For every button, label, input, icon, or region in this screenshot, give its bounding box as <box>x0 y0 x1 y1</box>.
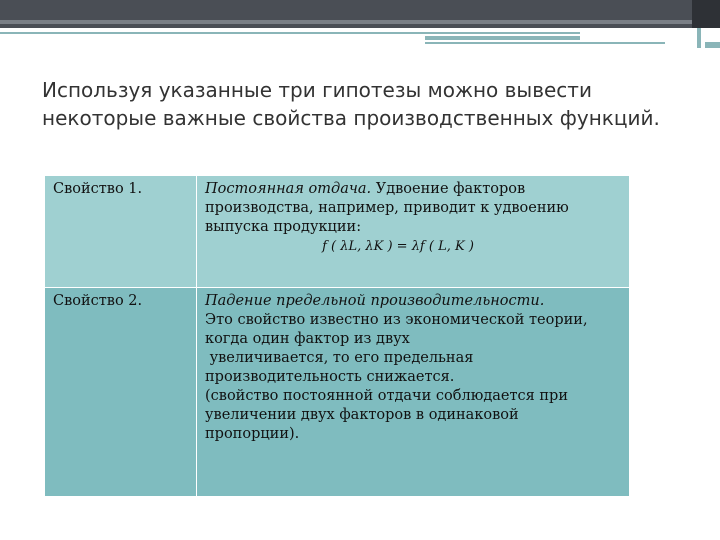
accent-line <box>425 42 665 44</box>
property-line: производства, например, приводит к удвоению <box>205 200 569 216</box>
formula: f ( λL, λK ) = λf ( L, K ) <box>322 239 474 254</box>
table-row <box>45 288 630 497</box>
accent-line <box>0 32 580 34</box>
property-name: Свойство 1. <box>45 176 197 288</box>
property-line: Это свойство известно из экономической теории, <box>205 312 588 328</box>
property-name: Свойство 2. <box>45 288 197 497</box>
slide-title: Используя указанные три гипотезы можно вывести некоторые важные свойства производственных функций. <box>42 78 660 130</box>
accent-line <box>697 28 701 48</box>
property-line: выпуска продукции: <box>205 219 362 235</box>
properties-table <box>44 175 630 497</box>
accent-line <box>425 36 580 40</box>
table-row <box>45 176 630 288</box>
accent-decor-lines <box>0 28 720 52</box>
top-decor-bar <box>0 0 720 28</box>
property-line: увеличении двух факторов в одинаковой <box>205 407 519 423</box>
property-line: увеличивается, то его предельная <box>205 350 474 366</box>
top-decor-strip <box>0 20 720 24</box>
property-line: пропорции). <box>205 426 300 442</box>
property-heading: Падение предельной производительности. <box>205 293 545 309</box>
property-description <box>197 288 630 497</box>
accent-line <box>705 42 720 48</box>
property-line: (свойство постоянной отдачи соблюдается при <box>205 388 568 404</box>
property-line: когда один фактор из двух <box>205 331 410 347</box>
property-heading: Постоянная отдача. <box>205 181 372 197</box>
property-line: производительность снижается. <box>205 369 455 385</box>
property-line: Удвоение факторов <box>375 181 526 197</box>
property-description <box>197 176 630 288</box>
top-decor-corner <box>692 0 720 28</box>
